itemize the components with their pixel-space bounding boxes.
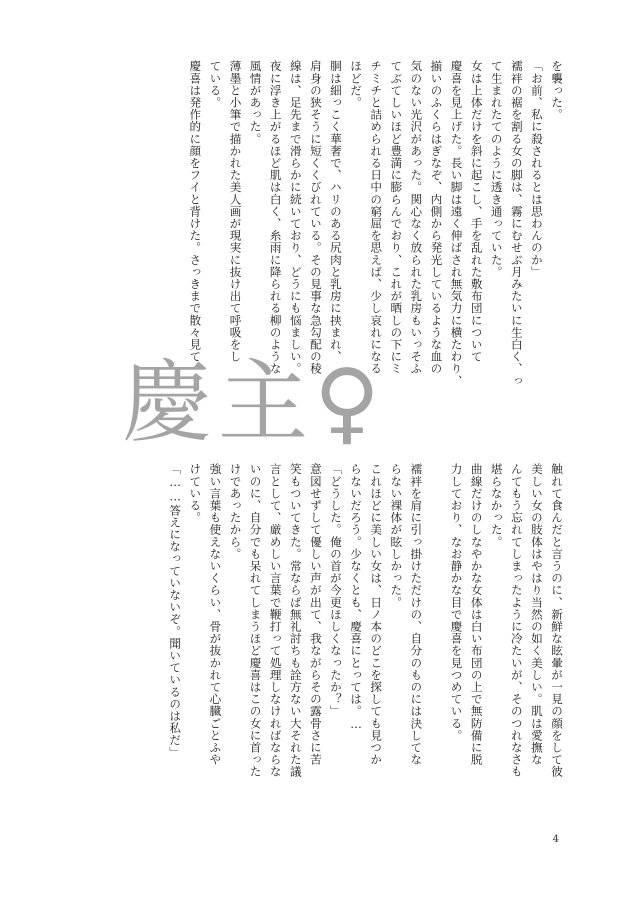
- upper-text-block: を襲った。 「お前、私に殺されるとは思わんのか」 襦袢の裾を割る女の脚は、霧にむせぶ月みたいに生白く、っ て生まれたてのように透き通っていた。 女は上体だけを斜に起こし、手を乱れた敷布団について 慶喜を見上げた。長い脚は遠く伸ばされ無気力に横たわり、 揃いのふくらはぎなぞ、内側から発光しているような血の 気のない光沢があった。関心なく放られた乳房もいっそふ てぶてしいほど豊満に膨らんでおり、これが晒しの下にミ チミチと詰められる日中の窮屈を思えば、少し哀れになる ほどだ。 胴は細っこく華奢で、ハリのある尻肉と乳房に挟まれ、 肩身の狭そうに短くくびれている。その見事な急勾配の稜 線は、足先まで滑らかに続いており、どうにも悩ましい。 夜に浮き上がるほど肌は白く、糸雨に降られる柳のような 風情があった。 薄墨と小筆で描かれた美人画が現実に抜け出て呼吸をし ている。 慶喜は発作的に顔をフイと背けた。さっきまで散々見て: [188, 60, 564, 387]
- watermark: 慶主♀: [122, 350, 386, 455]
- page-number: 4: [552, 834, 559, 845]
- lower-text-block: 触れて食んだと言うのに、新鮮な眩暈が一見の顔をして彼 美しい女の肢体はやはり当然の如く美しい。肌は愛撫な んてもう忘れてしまったように冷たいが、そのつれなさも 堪らなかった。 曲線だけのしなやかな女体は白い布団の上で無防備に脱 力しており、なお静かな目で慶喜を見つめている。 襦袢を肩に引っ掛けただけの、自分のものには決してな らない裸体が眩しかった。 これほどに美しい女は、日ノ本のどこを探しても見つか らないだろう。少なくとも、慶喜にとっては。… 「どうした。俺の首が今更ほしくなったか？」 意図せずして優しい声が出て、我ながらその露骨さに苦 笑もついてきた。常ならば無礼討ちも詮方ない大それた議 言として、厳めしい言葉で鞭打って処理しなければならな いのに、自分でも呆れてしまうほど慶喜はこの女に首った けであったから。 強い言葉も使えないくらい、骨が抜かれて心臓ごとふや けている。 「……答えになっていないぞ。聞いているのは私だ」: [168, 463, 564, 778]
